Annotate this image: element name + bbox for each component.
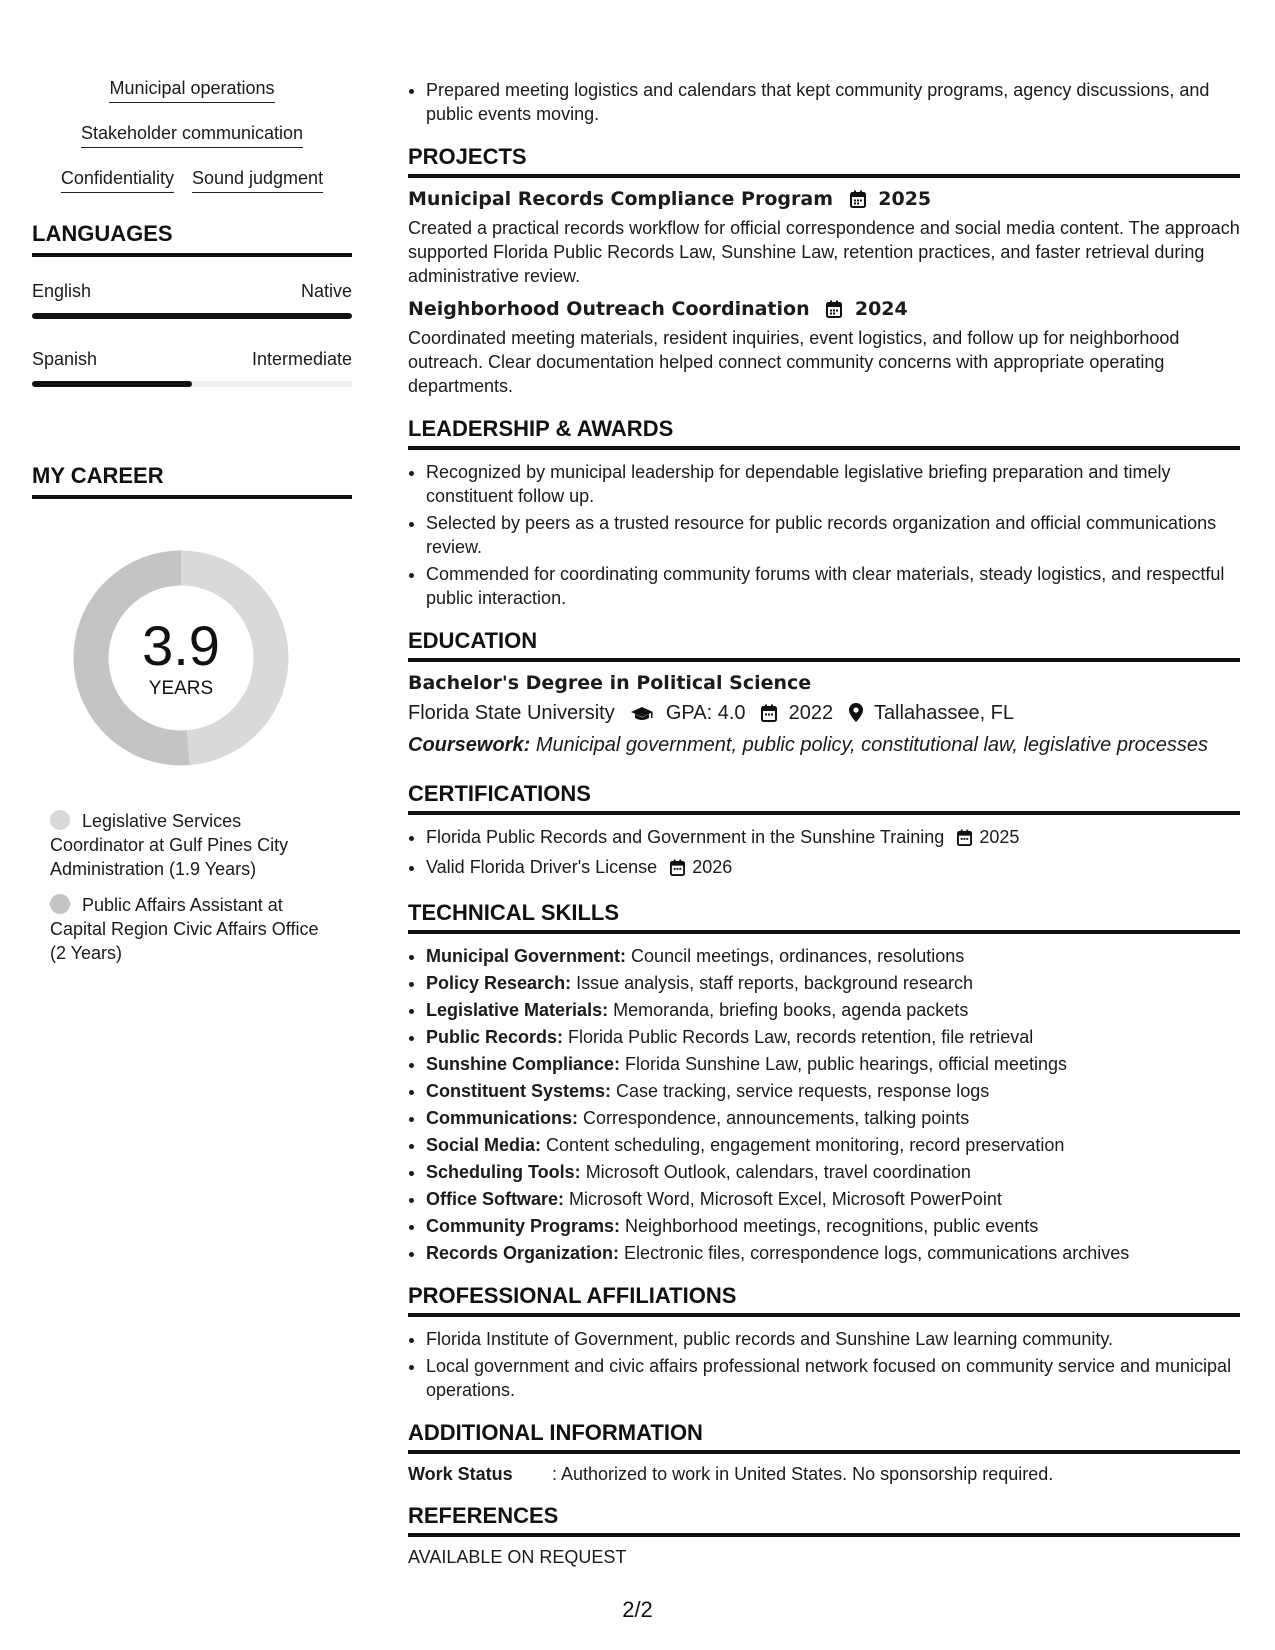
leadership-list [408,460,1240,610]
project-item [408,298,1240,398]
location-pin-icon [849,703,863,728]
affiliation-item: • Florida Institute of Government, public records and Sunshine Law learning community. [426,1327,1240,1351]
project-description: Created a practical records workflow for official correspondence and social media content. The approach supported Florida Public Records Law, Sunshine Law, retention practices, and faster retrieval during administrative review. [408,218,1240,286]
technical-skill-item [426,1025,1240,1049]
calendar-icon [826,300,842,323]
additional-info-heading: ADDITIONAL INFORMATION [408,1420,1240,1454]
certifications-heading: CERTIFICATIONS [408,781,1240,815]
education-heading: EDUCATION [408,628,1240,662]
calendar-icon [957,828,972,852]
technical-skill-item [426,1052,1240,1076]
coursework-label: Coursework: [408,734,531,756]
coursework [408,734,1240,757]
skill-value: Content scheduling, engagement monitoring, record preservation [546,1135,1065,1155]
skill-value: Microsoft Outlook, calendars, travel coordination [585,1162,971,1182]
leadership-item: • Recognized by municipal leadership for dependable legislative briefing preparation and timely constituent follow up. [426,460,1240,508]
skill-value: Correspondence, announcements, talking points [583,1108,970,1128]
main-content [408,78,1240,1568]
skill-value: Florida Public Records Law, records retention, file retrieval [568,1027,1034,1047]
language-item [32,281,352,319]
language-level: Intermediate [251,349,352,369]
technical-skill-item [426,1160,1240,1184]
career-heading: MY CAREER [32,463,352,499]
skill-value: Electronic files, correspondence logs, communications archives [624,1243,1130,1263]
skill-tag: Stakeholder communication [81,123,303,148]
language-bar [32,381,352,387]
references-text: AVAILABLE ON REQUEST [408,1547,627,1567]
skill-tags [32,78,352,193]
certification-year: 2026 [692,857,733,877]
affiliations-heading: PROFESSIONAL AFFILIATIONS [408,1283,1240,1317]
affiliations-list [408,1327,1240,1402]
skill-label: Sunshine Compliance: [426,1054,621,1074]
career-total-years: 3.9 [142,614,220,677]
calendar-icon [761,704,777,728]
projects-heading: PROJECTS [408,144,1240,178]
language-bar-fill [32,313,352,319]
language-level: Native [300,281,352,301]
skill-label: Records Organization: [426,1243,620,1263]
technical-skill-item [426,1079,1240,1103]
certifications-list [408,825,1240,882]
leadership-item: • Commended for coordinating community forums with clear materials, steady logistics, and respectful public interaction. [426,562,1240,610]
career-item [50,893,320,965]
skill-value: Issue analysis, staff reports, background research [576,973,973,993]
skill-value: Memoranda, briefing books, agenda packets [613,1000,969,1020]
language-name: Spanish [32,349,98,369]
skill-label: Public Records: [426,1027,564,1047]
skill-tag: Sound judgment [192,168,323,193]
certification-name: Florida Public Records and Government in the Sunshine Training [426,827,945,847]
skill-value: Florida Sunshine Law, public hearings, official meetings [625,1054,1067,1074]
legend-dot [50,810,70,830]
technical-skills-list [408,944,1240,1265]
technical-skills-heading: TECHNICAL SKILLS [408,900,1240,934]
skill-label: Communications: [426,1108,579,1128]
affiliation-item: • Local government and civic affairs professional network focused on community service and municipal operations. [426,1354,1240,1402]
leadership-heading: LEADERSHIP & AWARDS [408,416,1240,450]
project-description: Coordinated meeting materials, resident inquiries, event logistics, and follow up for neighborhood outreach. Clear documentation helped connect community concerns with appropriate operating departments. [408,328,1180,396]
project-name: Municipal Records Compliance Program [408,188,833,210]
experience-bullets [408,78,1240,126]
sidebar [32,78,352,977]
technical-skill-item [426,1241,1240,1265]
project-year: 2024 [854,298,908,320]
career-item [50,809,320,881]
references-heading: REFERENCES [408,1503,1240,1537]
gpa: GPA: 4.0 [665,702,746,724]
coursework-text: Municipal government, public policy, constitutional law, legislative processes [535,734,1208,756]
calendar-icon [850,190,866,213]
skill-value: Neighborhood meetings, recognitions, public events [625,1216,1039,1236]
skill-label: Municipal Government: [426,946,627,966]
technical-skill-item [426,1106,1240,1130]
languages-heading: LANGUAGES [32,221,352,257]
project-item [408,188,1240,288]
skill-label: Legislative Materials: [426,1000,609,1020]
project-name: Neighborhood Outreach Coordination [408,298,810,320]
experience-bullet: • Prepared meeting logistics and calendars that kept community programs, agency discussions, and public events moving. [426,78,1240,126]
career-years-unit: YEARS [148,678,214,699]
graduation-year: 2022 [788,702,834,724]
page-number: 2/2 [622,1597,653,1622]
language-bar [32,313,352,319]
leadership-item: • Selected by peers as a trusted resource for public records organization and official communications review. [426,511,1240,559]
skill-label: Constituent Systems: [426,1081,612,1101]
language-item [32,349,352,387]
work-status-value: : Authorized to work in United States. No sponsorship required. [552,1464,1054,1484]
career-donut [66,543,296,773]
skill-label: Social Media: [426,1135,542,1155]
skill-label: Office Software: [426,1189,565,1209]
career-role: Legislative Services Coordinator at Gulf Pines City Administration (1.9 Years) [50,811,289,879]
legend-dot [50,894,70,914]
certification-name: Valid Florida Driver's License [426,857,658,877]
education-details [408,702,1240,728]
technical-skill-item [426,1133,1240,1157]
certification-item [426,825,1240,852]
language-name: English [32,281,92,301]
skill-label: Scheduling Tools: [426,1162,581,1182]
career-role: Public Affairs Assistant at Capital Region Civic Affairs Office (2 Years) [50,895,319,963]
graduation-cap-icon [630,705,654,728]
project-year: 2025 [878,188,932,210]
skill-value: Microsoft Word, Microsoft Excel, Microsoft PowerPoint [569,1189,1002,1209]
skill-tag: Confidentiality [61,168,174,193]
skill-value: Council meetings, ordinances, resolutions [631,946,965,966]
skill-label: Community Programs: [426,1216,621,1236]
work-status-row [408,1464,1240,1485]
technical-skill-item [426,1214,1240,1238]
certification-item [426,855,1240,882]
skill-value: Case tracking, service requests, response logs [616,1081,990,1101]
calendar-icon [670,858,685,882]
school-location: Tallahassee, FL [873,702,1015,724]
skill-label: Policy Research: [426,973,572,993]
certification-year: 2025 [979,827,1020,847]
technical-skill-item [426,944,1240,968]
technical-skill-item [426,971,1240,995]
language-bar-fill [32,381,192,387]
degree-title: Bachelor's Degree in Political Science [408,672,812,694]
skill-tag: Municipal operations [109,78,274,103]
work-status-label: Work Status [408,1464,513,1484]
school-name: Florida State University [408,702,615,724]
technical-skill-item [426,998,1240,1022]
career-list [32,809,352,965]
technical-skill-item [426,1187,1240,1211]
